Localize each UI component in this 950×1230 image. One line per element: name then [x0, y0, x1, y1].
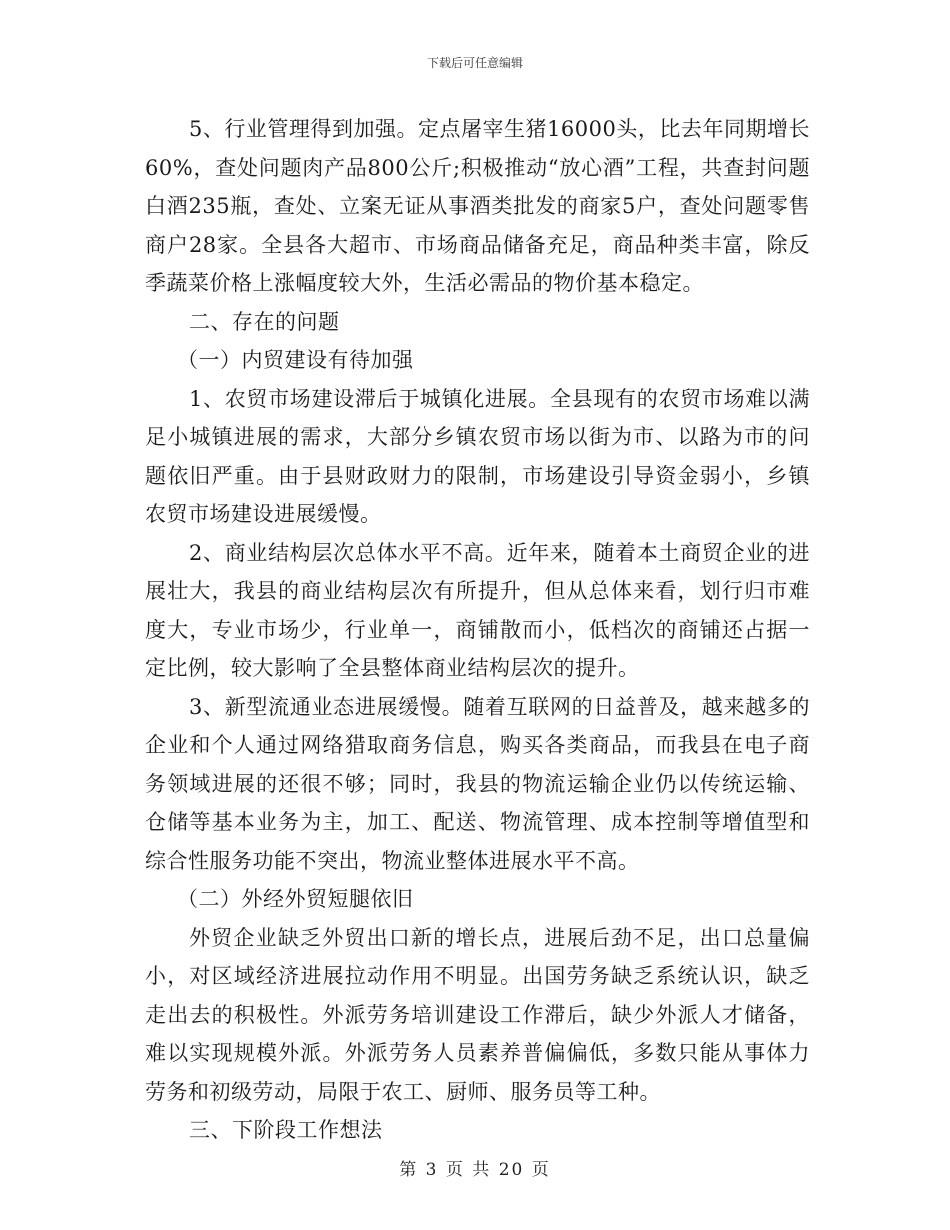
paragraph-industry-management: 5、行业管理得到加强。定点屠宰生猪16000头，比去年同期增长60%，查处问题肉产品800公斤;积极推动“放心酒”工程，共查封问题白酒235瓶，查处、立案无证从事酒类批发的商家5户，查处问题零售商户28家。全县各大超市、市场商品储备充足，商品种类丰富，除反季蔬菜价格上涨幅度较大外，生活必需品的物价基本稳定。	[145, 117, 810, 295]
header-note: 下载后可任意编辑	[426, 56, 523, 70]
paragraph-foreign-trade: 外贸企业缺乏外贸出口新的增长点，进展后劲不足，出口总量偏小，对区域经济进展拉动作用不明显。出国劳务缺乏系统认识，缺乏走出去的积极性。外派劳务培训建设工作滞后，缺少外派人才储备，难以实现规模外派。外派劳务人员素养普偏偏低，多数只能从事体力劳务和初级劳动，局限于农工、厨师、服务员等工种。	[145, 925, 810, 1104]
paragraph-commercial-structure: 2、商业结构层次总体水平不高。近年来，随着本土商贸企业的进展壮大，我县的商业结构层次有所提升，但从总体来看，划行归市难度大，专业市场少，行业单一，商铺散而小，低档次的商铺还占据一定比例，较大影响了全县整体商业结构层次的提升。	[145, 540, 810, 680]
heading-next-stage: 三、下阶段工作想法	[189, 1118, 383, 1142]
document-body	[145, 110, 810, 1150]
subheading-foreign-trade: （二）外经外贸短腿依旧	[177, 887, 414, 911]
paragraph-new-circulation: 3、新型流通业态进展缓慢。随着互联网的日益普及，越来越多的企业和个人通过网络猎取商务信息，购买各类商品，而我县在电子商务领域进展的还很不够；同时，我县的物流运输企业仍以传统运输、仓储等基本业务为主，加工、配送、物流管理、成本控制等增值型和综合性服务功能不突出，物流业整体进展水平不高。	[145, 694, 810, 873]
page-number-footer: 第 3 页 共 20 页	[399, 1160, 551, 1180]
heading-existing-problems: 二、存在的问题	[189, 309, 340, 334]
subheading-domestic-trade: （一）内贸建设有待加强	[177, 348, 414, 372]
paragraph-farmers-market: 1、农贸市场建设滞后于城镇化进展。全县现有的农贸市场难以满足小城镇进展的需求，大部分乡镇农贸市场以街为市、以路为市的问题依旧严重。由于县财政财力的限制，市场建设引导资金弱小，乡镇农贸市场建设进展缓慢。	[145, 386, 810, 526]
